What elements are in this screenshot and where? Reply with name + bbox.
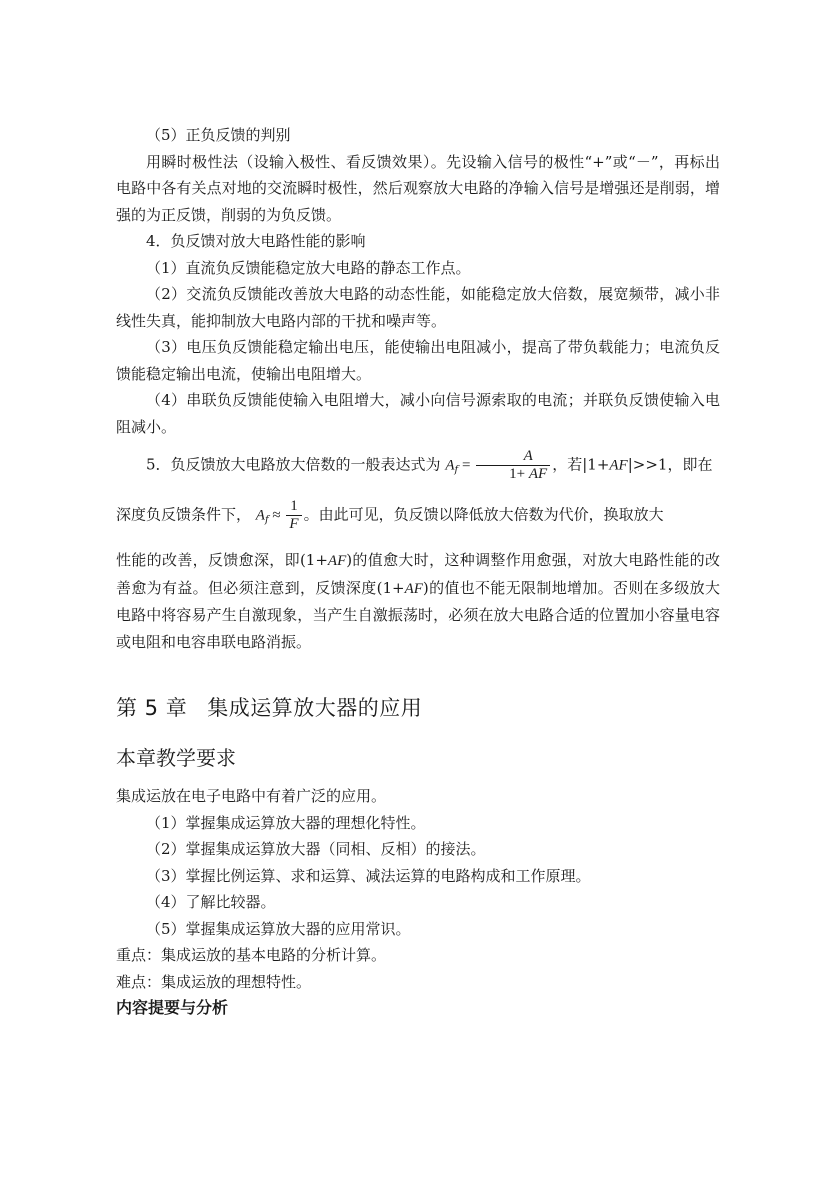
item5-rest-3: )的值也不能无限制地增加。否则在多级放大电路中将容易产生自激现象，当产生自激振荡时，必须在放大电路合适的位置加小容量电容或电阻和电容串联电路消振。 [116,578,720,651]
requirement-1: （1）掌握集成运算放大器的理想化特性。 [146,813,426,832]
item4-point-1: （1）直流负反馈能稳定放大电路的静态工作点。 [146,258,471,277]
requirement-2: （2）掌握集成运算放大器（同相、反相）的接法。 [146,840,486,858]
formula2-numerator: 1 [290,497,298,514]
formula1-den-pre: 1+ [509,466,529,482]
requirement-4: （4）了解比较器。 [146,893,276,911]
item4-point-2: （2）交流负反馈能改善放大电路的动态性能，如能稳定放大倍数，展宽频带，减小非线性失真，能抑制放大电路内部的干扰和噪声等。 [116,285,720,330]
summary-heading: 内容提要与分析 [116,998,229,1017]
formula2-fraction [286,498,301,533]
item5-line1 [116,448,720,484]
item5-rest-var1: AF [327,553,347,569]
item4-heading: 4．负反馈对放大电路性能的影响 [146,232,366,250]
formula1-sub: f [454,464,459,476]
item4-point-4: （4）串联负反馈能使输入电阻增大，减小向信号源索取的电流；并联负反馈使输入电阻减小。 [116,391,720,436]
item5-lead: 5．负反馈放大电路放大倍数的一般表达式为 [146,455,441,474]
item5-rest-1: 性能的改善，反馈愈深，即(1+ [116,551,328,569]
item5-line2-post: 。由此可见，负反馈以降低放大倍数为代价，换取放大 [303,505,664,523]
formula1-lhs: A [445,457,455,474]
formula2-lhs: A [255,507,265,523]
formula2-eq: ≈ [268,507,285,523]
formula1-denominator [476,465,550,483]
requirements-intro: 集成运放在电子电路中有着广泛的应用。 [116,787,387,805]
key-point: 重点：集成运放的基本电路的分析计算。 [116,946,387,964]
requirements-heading: 本章教学要求 [116,746,236,770]
section5-heading: （5）正负反馈的判别 [146,126,291,144]
chapter-heading [116,693,720,723]
item5-rest [116,547,720,655]
item5-cond-pre: ，若|1+ [552,455,610,474]
item4-point-3: （3）电压负反馈能稳定输出电压，能使输出电阻减小，提高了带负载能力；电流负反馈能稳定输出电流，使输出电阻增大。 [116,338,720,383]
formula1-fraction [476,448,550,483]
requirement-5: （5）掌握集成运算放大器的应用常识。 [146,919,411,938]
item5-rest-var2: AF [404,580,423,597]
document-page [116,122,720,1021]
item5-line2 [116,498,720,534]
difficult-point: 难点：集成运放的理想特性。 [116,972,312,991]
formula2-sub: f [264,514,269,525]
section5-paragraph: 用瞬时极性法（设输入极性、看反馈效果）。先设输入信号的极性“+”或“－”，再标出电路中各有关点对地的交流瞬时极性，然后观察放大电路的净输入信号是增强还是削弱，增强的为正反馈，削弱的为负反馈。 [116,152,720,224]
item5-line2-pre: 深度负反馈条件下， [116,505,252,523]
chapter-label: 第 5 章 [116,696,188,720]
item5-cond-var: AF [609,457,628,474]
item5-cond-post: |>>1，即在 [627,455,713,474]
formula1-eq: = [458,457,475,474]
chapter-title: 集成运算放大器的应用 [207,696,423,720]
formula1-den-var: AF [528,466,548,482]
formula1-numerator: A [523,448,533,464]
requirement-3: （3）掌握比例运算、求和运算、减法运算的电路构成和工作原理。 [146,866,591,885]
item5-rest-2: )的值愈大时，这种调整作用愈强，对放大电路性能的改善愈为有益。但必须注意到，反馈深度(1+ [116,551,721,597]
formula2-denominator: F [286,515,301,533]
